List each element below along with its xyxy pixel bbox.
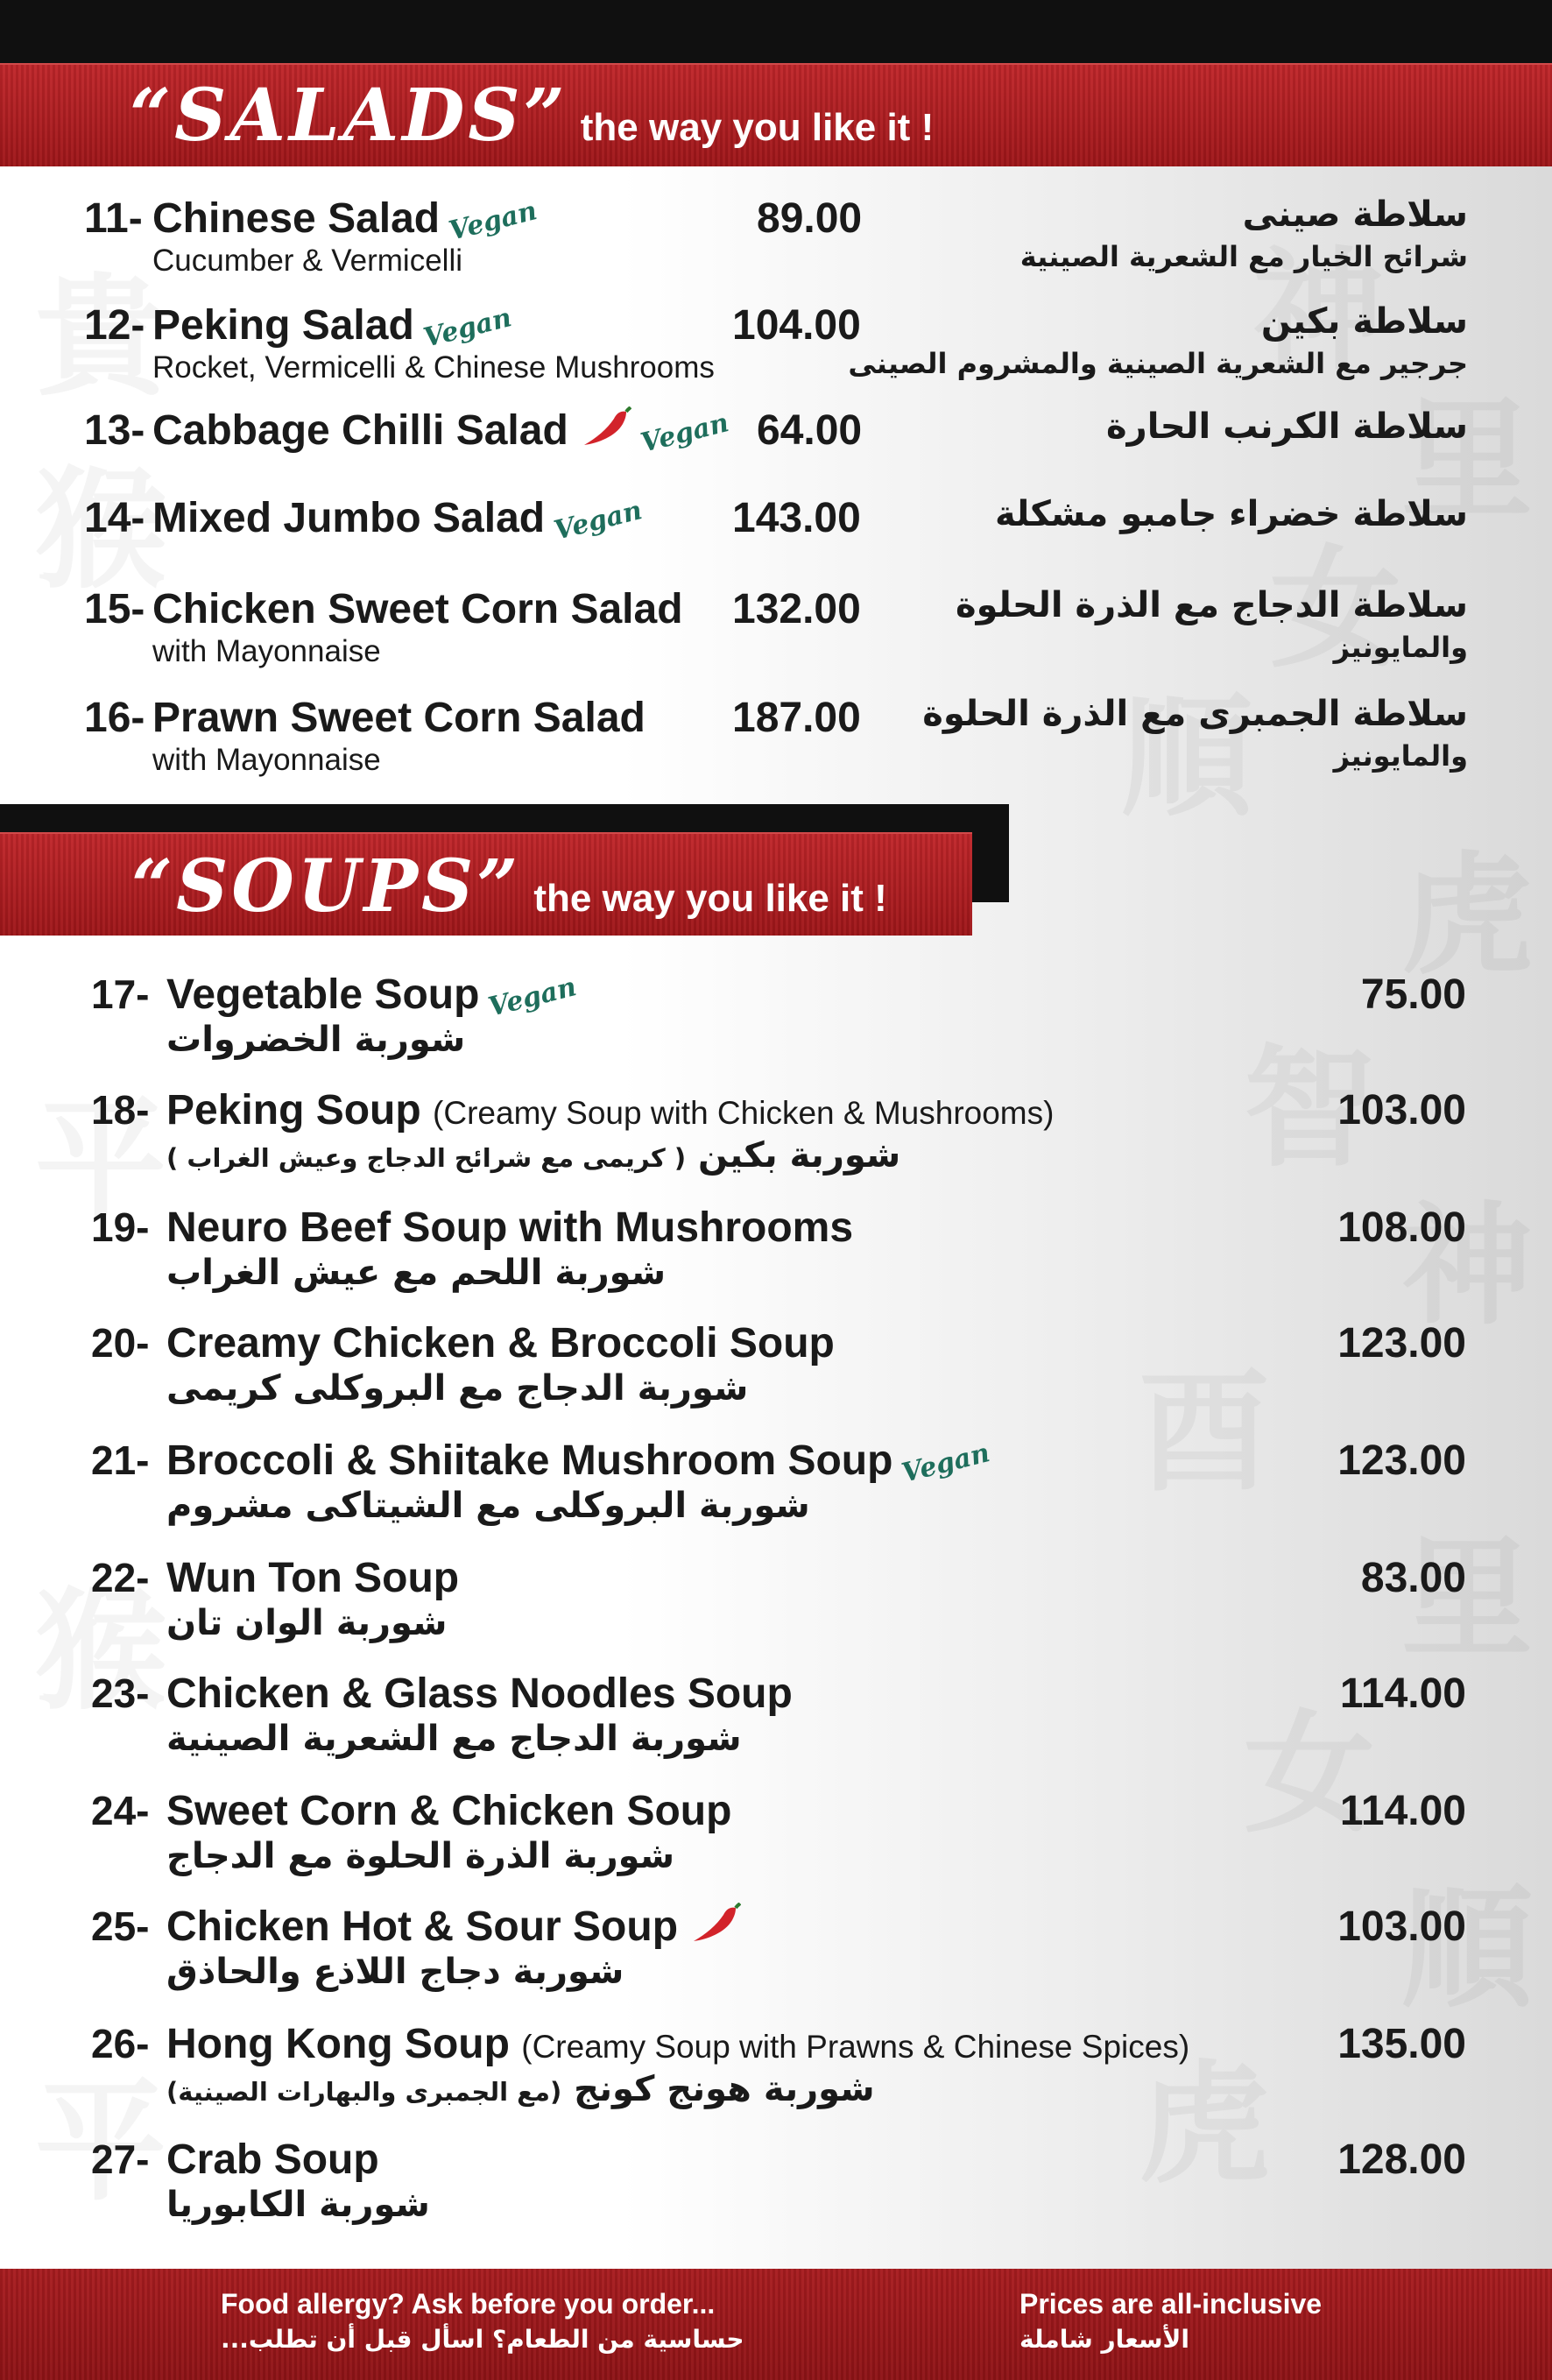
item-name-text: Peking Salad (152, 302, 414, 349)
chili-icon (690, 1903, 741, 1955)
soup-item (91, 1903, 1466, 2016)
soup-item (91, 1319, 1466, 1433)
soup-item (91, 1787, 1466, 1901)
item-name-arabic: شوربة البروكلى مع الشيتاكى مشروم (166, 1486, 810, 1526)
item-name (152, 406, 730, 459)
item-name-text: Cabbage Chilli Salad (152, 407, 568, 454)
item-name-text: Broccoli & Shiitake Mushroom Soup (166, 1437, 893, 1484)
soups-tagline: the way you like it ! (533, 877, 887, 920)
item-name-arabic: سلاطة الدجاج مع الذرة الحلوة (956, 585, 1468, 625)
item-number: 13- (84, 407, 145, 454)
item-price: 75.00 (1360, 971, 1466, 1018)
item-description: with Mayonnaise (152, 743, 381, 777)
item-name-text: Prawn Sweet Corn Salad (152, 695, 645, 741)
item-number: 22- (91, 1555, 150, 1600)
vegan-badge: Vegan (638, 407, 732, 459)
item-price: 187.00 (732, 695, 861, 741)
item-name-arabic: شوربة الكابوريا (166, 2185, 430, 2225)
vegan-badge: Vegan (551, 495, 645, 547)
item-name-arabic: شوربة بكين (698, 1135, 901, 1176)
item-name (166, 1903, 741, 1955)
watermark-glyph (1401, 850, 1533, 981)
item-description-arabic: والمايونيز (1333, 631, 1468, 664)
item-name (166, 971, 580, 1023)
item-name (166, 1437, 994, 1489)
item-name-text: Vegetable Soup (166, 971, 480, 1018)
item-name-arabic: سلاطة الكرنب الحارة (1106, 406, 1468, 447)
salad-item (84, 194, 1468, 282)
item-price: 123.00 (1337, 1320, 1466, 1367)
item-price: 64.00 (757, 407, 863, 454)
salad-item (84, 694, 1468, 781)
item-name: Sweet Corn & Chicken Soup (166, 1788, 732, 1834)
item-note: (Creamy Soup with Prawns & Chinese Spices) (521, 2029, 1190, 2065)
item-name-arabic: شوربة دجاج اللاذع والحاذق (166, 1952, 624, 1992)
salads-title: “SALADS” (130, 74, 568, 158)
item-note: (Creamy Soup with Chicken & Mushrooms) (433, 1095, 1055, 1131)
item-number: 25- (91, 1903, 150, 1949)
salad-item (84, 301, 1468, 389)
item-name (152, 301, 515, 354)
soup-item (91, 2020, 1466, 2134)
item-name-arabic: شوربة الذرة الحلوة مع الدجاج (166, 1836, 675, 1876)
item-price: 103.00 (1337, 1903, 1466, 1950)
item-price: 114.00 (1339, 1670, 1466, 1717)
item-name: Chicken & Glass Noodles Soup (166, 1670, 793, 1717)
item-name-arabic: شوربة اللحم مع عيش الغراب (166, 1253, 667, 1293)
item-arabic-line (166, 1135, 900, 1176)
item-number: 26- (91, 2021, 150, 2066)
top-black-bar (0, 0, 1552, 63)
item-name: Wun Ton Soup (166, 1555, 460, 1601)
item-price: 103.00 (1337, 1087, 1466, 1134)
soup-item (91, 1086, 1466, 1200)
item-name: Creamy Chicken & Broccoli Soup (166, 1320, 835, 1367)
item-name: Crab Soup (166, 2136, 379, 2183)
item-price: 132.00 (732, 586, 861, 632)
item-number: 19- (91, 1204, 150, 1250)
item-number: 27- (91, 2136, 150, 2182)
item-name-arabic: شوربة الدجاج مع الشعرية الصينية (166, 1719, 742, 1759)
prices-notice-arabic: الأسعار شاملة (1019, 2325, 1189, 2354)
item-name-arabic: شوربة الدجاج مع البروكلى كريمى (166, 1368, 749, 1409)
item-name-text: Chicken Hot & Sour Soup (166, 1903, 679, 1950)
vegan-badge: Vegan (420, 302, 515, 354)
vegan-badge: Vegan (899, 1437, 994, 1489)
soup-item (91, 1670, 1466, 1783)
vegan-badge: Vegan (485, 971, 580, 1023)
soup-item (91, 971, 1466, 1084)
footer-bar (0, 2269, 1552, 2380)
item-name-arabic: سلاطة الجمبرى مع الذرة الحلوة (922, 694, 1468, 734)
item-note-arabic: ( كريمى مع شرائح الدجاج وعيش الغراب ) (166, 1143, 687, 1173)
item-name-arabic: شوربة هونج كونج (574, 2069, 875, 2109)
soups-banner (0, 832, 972, 936)
item-name-text: Mixed Jumbo Salad (152, 495, 546, 541)
item-name-text: Hong Kong Soup (166, 2021, 510, 2067)
item-description-arabic: والمايونيز (1333, 739, 1468, 773)
item-name: Neuro Beef Soup with Mushrooms (166, 1204, 854, 1251)
item-name (152, 494, 645, 547)
chili-icon (581, 406, 631, 459)
item-number: 21- (91, 1437, 150, 1483)
item-description-arabic: جرجير مع الشعرية الصينية والمشروم الصينى (848, 347, 1468, 380)
salad-item (84, 585, 1468, 673)
item-number: 20- (91, 1320, 150, 1366)
item-number: 18- (91, 1087, 150, 1133)
item-number: 12- (84, 302, 145, 349)
item-name-arabic: سلاطة صينى (1242, 194, 1468, 235)
salad-item (84, 494, 1468, 555)
item-description: Rocket, Vermicelli & Chinese Mushrooms (152, 350, 715, 385)
item-price: 114.00 (1339, 1788, 1466, 1834)
salads-tagline: the way you like it ! (580, 106, 935, 149)
soup-item (91, 1554, 1466, 1668)
item-name (152, 585, 683, 633)
allergy-notice-arabic: حساسية من الطعام؟ اسأل قبل أن تطلب... (221, 2325, 744, 2354)
item-description-arabic: شرائح الخيار مع الشعرية الصينية (1019, 240, 1468, 273)
prices-notice: Prices are all-inclusive (1019, 2288, 1323, 2320)
item-number: 16- (84, 695, 145, 741)
item-name-text: Chicken Sweet Corn Salad (152, 586, 683, 632)
item-number: 24- (91, 1788, 150, 1833)
item-name-arabic: سلاطة خضراء جامبو مشكلة (994, 494, 1468, 534)
item-price: 143.00 (732, 495, 861, 541)
vegan-badge: Vegan (446, 195, 540, 247)
item-price: 89.00 (757, 195, 863, 242)
item-number: 15- (84, 586, 145, 632)
item-number: 17- (91, 971, 150, 1017)
item-name-text: Peking Soup (166, 1087, 421, 1134)
item-price: 123.00 (1337, 1437, 1466, 1484)
item-note-arabic: (مع الجمبرى والبهارات الصينية) (166, 2077, 562, 2107)
item-number: 23- (91, 1670, 150, 1716)
item-name-arabic: سلاطة بكين (1260, 301, 1468, 342)
soup-item (91, 1204, 1466, 1317)
item-description: with Mayonnaise (152, 634, 381, 668)
item-number: 14- (84, 495, 145, 541)
item-price: 104.00 (732, 302, 861, 349)
item-name-arabic: شوربة الخضروات (166, 1020, 466, 1060)
item-price: 128.00 (1337, 2136, 1466, 2183)
soup-item (91, 2136, 1466, 2249)
item-name (166, 2020, 1189, 2068)
item-arabic-line (166, 2069, 875, 2109)
item-description: Cucumber & Vermicelli (152, 244, 462, 278)
item-name (152, 694, 645, 742)
salad-item (84, 406, 1468, 468)
soups-title: “SOUPS” (131, 844, 522, 929)
item-price: 83.00 (1360, 1555, 1466, 1601)
soup-item (91, 1437, 1466, 1550)
item-name (166, 1086, 1054, 1134)
item-price: 135.00 (1337, 2021, 1466, 2067)
allergy-notice: Food allergy? Ask before you order... (221, 2288, 716, 2320)
item-name-text: Chinese Salad (152, 195, 441, 242)
item-name (152, 194, 540, 247)
item-number: 11- (84, 195, 143, 242)
item-price: 108.00 (1337, 1204, 1466, 1251)
salads-banner (0, 63, 1552, 166)
item-name-arabic: شوربة الوان تان (166, 1603, 448, 1643)
